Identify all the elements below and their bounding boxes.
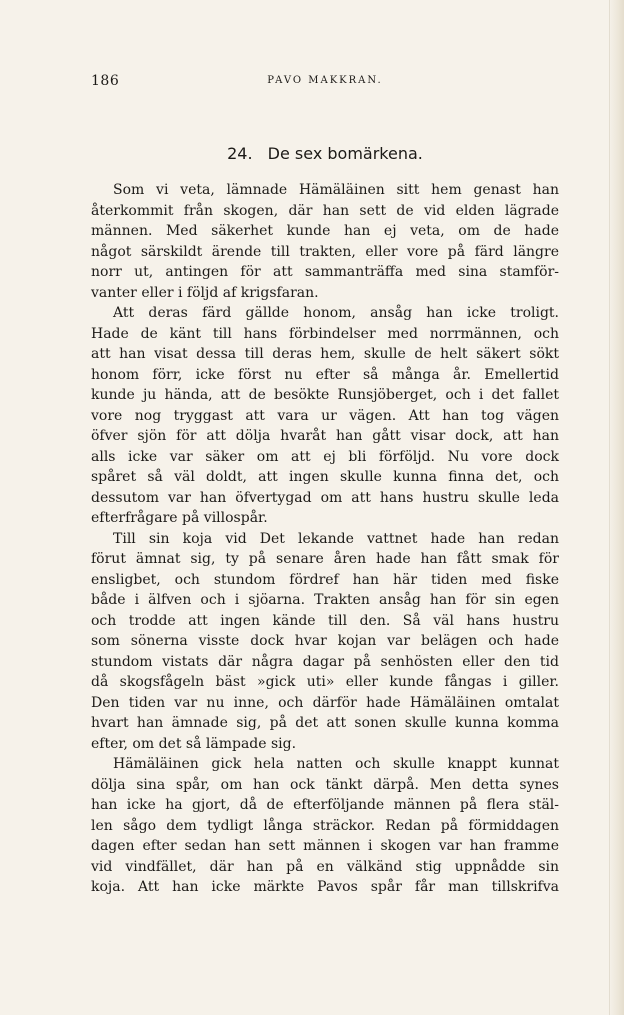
text-line: dölja sina spår, om han ock tänkt därpå. Men detta synes bbox=[91, 776, 559, 793]
text-line: ensligbet, och stundom fördref han här tiden med fiske bbox=[91, 571, 559, 588]
text-line: norr ut, antingen för att sammanträffa med sina stamför- bbox=[91, 264, 559, 280]
page-edge bbox=[609, 0, 624, 1015]
text-line: något särskildt ärende till trakten, eller vore på färd längre bbox=[91, 243, 559, 260]
running-head: PAVO MAKKRAN. bbox=[267, 75, 383, 86]
page-header bbox=[91, 73, 559, 93]
text-line: återkommit från skogen, där han sett de vid elden lägrade bbox=[91, 202, 559, 219]
body-text bbox=[91, 180, 559, 898]
text-line: männen. Med säkerhet kunde han ej veta, om de hade bbox=[91, 223, 559, 239]
text-line: Till sin koja vid Det lekande vattnet hade han redan bbox=[113, 530, 559, 547]
chapter-heading bbox=[91, 144, 559, 163]
page-number: 186 bbox=[91, 73, 120, 89]
text-line: efterfrågare på villospår. bbox=[91, 510, 268, 526]
text-line: hvart han ämnade sig, på det att sonen skulle kunna komma bbox=[91, 715, 559, 731]
text-line: då skogsfågeln bäst »gick uti» eller kunde fångas i giller. bbox=[91, 674, 559, 690]
text-line: Hade de känt till hans förbindelser med norrmännen, och bbox=[91, 325, 559, 342]
text-line: och trodde att ingen kände till den. Så väl hans hustru bbox=[91, 612, 559, 629]
text-line: Den tiden var nu inne, och därför hade Hämäläinen omtalat bbox=[91, 694, 559, 711]
text-line: vid vindfället, där han på en välkänd stig uppnådde sin bbox=[91, 858, 559, 875]
text-line: Som vi veta, lämnade Hämäläinen sitt hem genast han bbox=[113, 182, 559, 198]
text-line: förut ämnat sig, ty på senare åren hade han fått smak för bbox=[91, 551, 559, 567]
text-line: alls icke var säker om att ej bli förföljd. Nu vore dock bbox=[91, 448, 559, 465]
chapter-title: De sex bomärkena. bbox=[267, 144, 423, 163]
text-line: som sönerna visste dock hvar kojan var belägen och hade bbox=[91, 633, 559, 649]
text-line: Att deras färd gällde honom, ansåg han icke troligt. bbox=[113, 305, 559, 321]
text-line: Hämäläinen gick hela natten och skulle knappt kunnat bbox=[113, 756, 559, 772]
text-line: både i älfven och i sjöarna. Trakten ansåg han för sin egen bbox=[91, 592, 559, 608]
text-line: att han visat dessa till deras hem, skulle de helt säkert sökt bbox=[91, 346, 559, 362]
text-line: han icke ha gjort, då de efterföljande männen på flera stäl- bbox=[91, 797, 559, 813]
text-line: honom förr, icke först nu efter så många år. Emellertid bbox=[91, 366, 559, 383]
text-line: len sågo dem tydligt långa sträckor. Redan på förmiddagen bbox=[91, 817, 559, 834]
text-line: efter, om det så lämpade sig. bbox=[91, 735, 297, 752]
text-line: kunde ju hända, att de besökte Runsjöberget, och i det fallet bbox=[91, 387, 559, 403]
text-line: dagen efter sedan han sett männen i skogen var han framme bbox=[91, 838, 559, 854]
text-line: koja. Att han icke märkte Pavos spår får man tillskrifva bbox=[91, 879, 559, 895]
text-line: vore nog tryggast att vara ur vägen. Att han tog vägen bbox=[91, 407, 559, 424]
chapter-number: 24. bbox=[227, 144, 253, 163]
text-line: spåret så väl doldt, att ingen skulle kunna finna det, och bbox=[91, 469, 559, 485]
text-line: dessutom var han öfvertygad om att hans hustru skulle leda bbox=[91, 489, 559, 506]
text-line: stundom vistats där några dagar på senhösten eller den tid bbox=[91, 653, 559, 670]
text-line: vanter eller i följd af krigsfaran. bbox=[91, 284, 319, 301]
text-line: öfver sjön för att dölja hvaråt han gått visar dock, att han bbox=[91, 428, 559, 444]
